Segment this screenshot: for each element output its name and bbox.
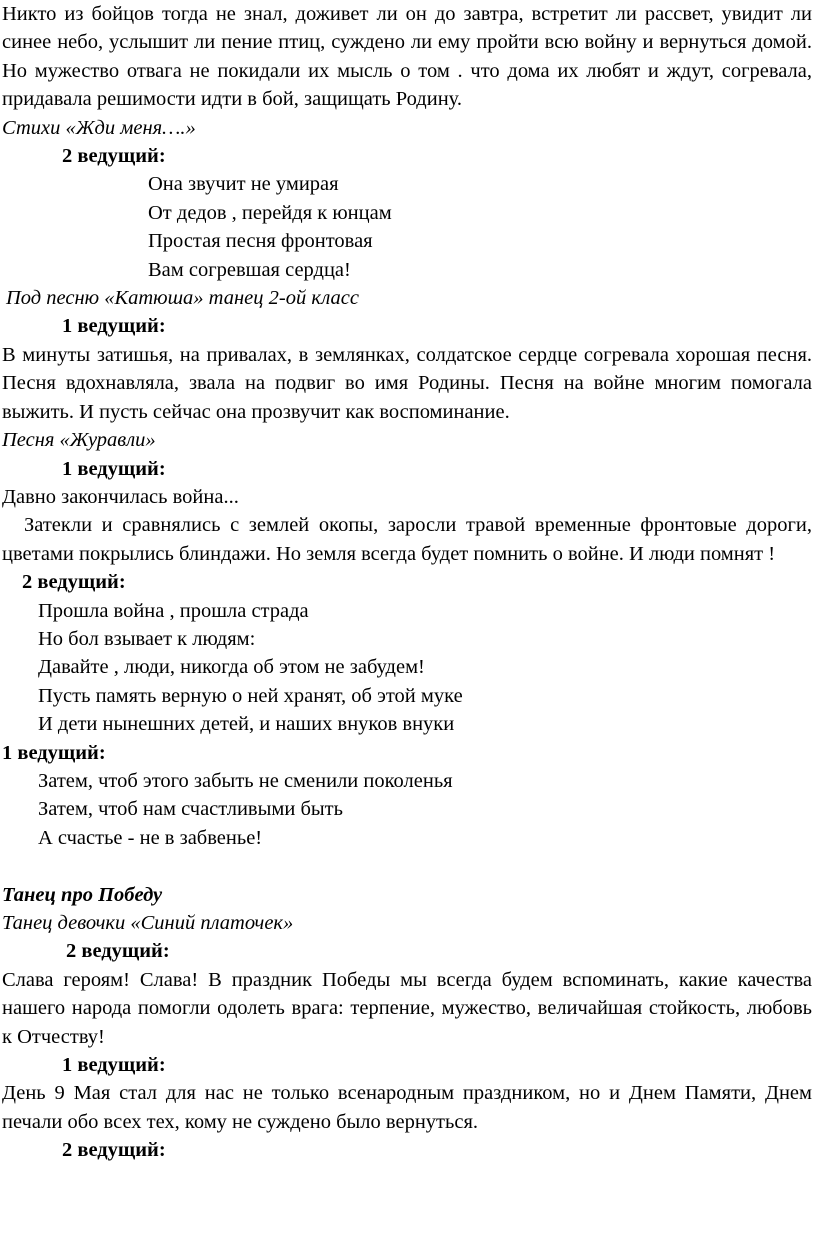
speaker-label: 1 ведущий: xyxy=(62,457,166,480)
verse-line: Простая песня фронтовая xyxy=(148,230,373,253)
speaker-label: 2 ведущий: xyxy=(62,145,166,168)
stage-cue-song: Песня «Журавли» xyxy=(2,429,156,452)
verse-line: Затем, чтоб нам счастливыми быть xyxy=(38,798,343,821)
speaker-label: 2 ведущий: xyxy=(22,571,126,594)
verse-line: Вам согревшая сердца! xyxy=(148,258,351,281)
paragraph-may-9: День 9 Мая стал для нас не только всенародным праздником, но и Днем Памяти, Днем печали обо всех тех, кому не суждено было вернуться. xyxy=(2,1082,812,1133)
paragraph-intro: Никто из бойцов тогда не знал, доживет ли он до завтра, встретит ли рассвет, увидит ли синее небо, услышит ли пение птиц, суждено ли ему пройти всю войну и вернуться домой. Но мужество отвага не покидали их мысль о том . что дома их любят и ждут, согревала, придавала решимости идти в бой, защищать Родину. xyxy=(2,3,812,111)
stage-cue-girl-dance: Танец девочки «Синий платочек» xyxy=(2,911,294,934)
paragraph-war-ended: Давно закончилась война... xyxy=(2,485,239,508)
verse-line: И дети нынешних детей, и наших внуков внуки xyxy=(38,713,455,736)
paragraph-song: В минуты затишья, на привалах, в землянках, солдатское сердце согревала хорошая песня. Песня вдохнавляла, звала на подвиг во имя Родины. Песня на войне многим помогала выжить. И пусть сейчас она прозвучит как воспоминание. xyxy=(2,343,812,423)
verse-line: Прошла война , прошла страда xyxy=(38,599,309,622)
section-heading-dance: Танец про Победу xyxy=(2,883,163,906)
verse-line: А счастье - не в забвенье! xyxy=(38,826,263,849)
verse-line: Она звучит не умирая xyxy=(148,173,339,196)
verse-line: Давайте , люди, никогда об этом не забудем! xyxy=(38,656,425,679)
paragraph-memory: Затекли и сравнялись с землей окопы, заросли травой временные фронтовые дороги, цветами покрылись блиндажи. Но земля всегда будет помнить о войне. И люди помнят ! xyxy=(2,514,812,565)
speaker-label: 1 ведущий: xyxy=(62,1054,166,1077)
blank-line xyxy=(2,852,812,880)
verse-line: Затем, чтоб этого забыть не сменили поколенья xyxy=(38,769,453,792)
speaker-label: 2 ведущий: xyxy=(66,940,170,963)
verse-line: Но бол взывает к людям: xyxy=(38,627,256,650)
stage-cue-poem: Стихи «Жди меня….» xyxy=(2,116,196,139)
speaker-label: 2 ведущий: xyxy=(62,1139,166,1162)
verse-line: От дедов , перейдя к юнцам xyxy=(148,201,392,224)
verse-line: Пусть память верную о ней хранят, об этой муке xyxy=(38,684,463,707)
stage-cue-dance: Под песню «Катюша» танец 2-ой класс xyxy=(6,287,359,310)
speaker-label: 1 ведущий: xyxy=(2,741,106,764)
speaker-label: 1 ведущий: xyxy=(62,315,166,338)
paragraph-glory: Слава героям! Слава! В праздник Победы мы всегда будем вспоминать, какие качества нашего народа помогли одолеть врага: терпение, мужество, величайшая стойкость, любовь к Отчеству! xyxy=(2,968,812,1048)
